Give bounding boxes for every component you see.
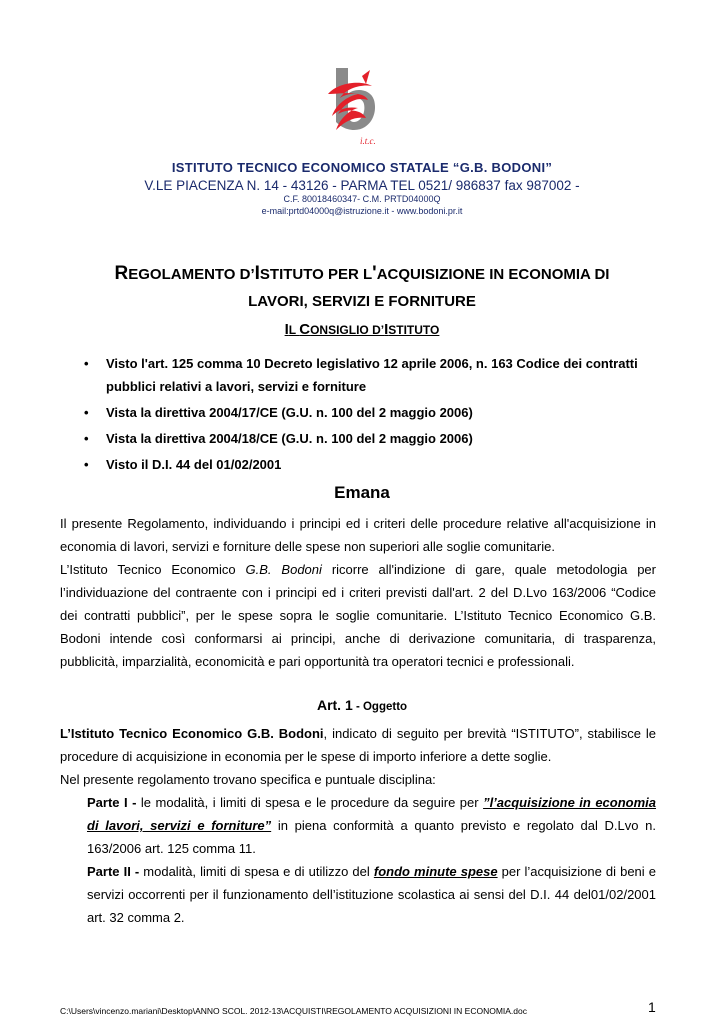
- article-label: - Oggetto: [352, 701, 408, 713]
- bodoni-logo-icon: [318, 64, 400, 146]
- paragraph-intro: Il presente Regolamento, individuando i principi ed i criteri delle procedure relative all'acquisizione in economia di lavori, servizi e forniture delle spese non superiori alle soglie comunitarie.: [60, 516, 656, 554]
- part-1: Parte I - le modalità, i limiti di spesa e le procedure da seguire per ”l’acquisizione in economia di lavori, servizi e forniture” in piena conformità a quanto previsto e regolato dal D.Lvo n. 163/2006 art. 125 comma 11.: [87, 795, 657, 856]
- school-logo: [318, 64, 400, 146]
- italic-school-name: G.B. Bodoni: [245, 562, 322, 577]
- discipline-line: Nel presente regolamento trovano specifica e puntuale disciplina:: [60, 772, 436, 787]
- article-1-title: [0, 697, 724, 715]
- school-header: [0, 160, 724, 217]
- list-item-text: Visto l'art. 125 comma 10 Decreto legislativo 12 aprile 2006, n. 163 Codice dei contratti pubblici relativi a lavori, servizi e forniture: [106, 356, 638, 394]
- school-address: V.LE PIACENZA N. 14 - 43126 - PARMA TEL 0521/ 986837 fax 987002 -: [144, 178, 580, 193]
- list-item-text: Visto il D.I. 44 del 01/02/2001: [106, 457, 282, 472]
- bullet-icon: •: [84, 431, 89, 446]
- subtitle-text: IL CONSIGLIO D’ISTITUTO: [284, 321, 440, 338]
- school-name: ISTITUTO TECNICO ECONOMICO STATALE “G.B. BODONI”: [171, 160, 553, 175]
- legal-references-list: [82, 352, 662, 479]
- bullet-icon: •: [84, 356, 89, 371]
- title-text: ACQUISIZIONE IN ECONOMIA DI: [376, 266, 610, 283]
- list-item-text: Vista la direttiva 2004/17/CE (G.U. n. 100 del 2 maggio 2006): [106, 405, 473, 420]
- title-text: STITUTO PER L: [259, 266, 373, 283]
- list-item: [82, 453, 662, 476]
- title-cap: I: [254, 263, 260, 284]
- school-contacts: e-mail:prtd04000q@istruzione.it - www.bodoni.pr.it: [261, 206, 463, 216]
- title-line-2: LAVORI, SERVIZI E FORNITURE: [248, 293, 476, 310]
- paragraph-gare: L’Istituto Tecnico Economico G.B. Bodoni ricorre all'indizione di gare, quale metodologia per l’individuazione del contraente con i principi ed i criteri previsti dall'art. 2 del D.Lvo 163/2006 “Codice dei contratti pubblici”, per le spese sopra le soglie comunitarie. L’Istituto Tecnico Economico G.B. Bodoni intende così conformarsi ai principi, anche di derivazione comunitaria, di trasparenza, pubblicità, imparzialità, economicità e pari opportunità tra operatori tecnici e professionali.: [60, 562, 656, 669]
- school-codes: C.F. 80018460347- C.M. PRTD04000Q: [283, 194, 441, 204]
- title-line-1: [0, 260, 724, 288]
- bullet-icon: •: [84, 457, 89, 472]
- bullet-icon: •: [84, 405, 89, 420]
- footer-file-path: C:\Users\vincenzo.mariani\Desktop\ANNO SCOL. 2012-13\ACQUISTI\REGOLAMENTO ACQUISIZIONI IN ECONOMIA.doc: [60, 1006, 527, 1016]
- list-item: [82, 427, 662, 450]
- logo-text: i.t.c.: [360, 136, 376, 146]
- list-item: [82, 352, 662, 398]
- page-number: 1: [648, 999, 656, 1015]
- part-1-emphasis: ”l’acquisizione in economia di lavori, servizi e forniture”: [87, 795, 657, 833]
- emana-heading: Emana: [334, 483, 390, 502]
- list-item-text: Vista la direttiva 2004/18/CE (G.U. n. 100 del 2 maggio 2006): [106, 431, 473, 446]
- part-1-label: Parte I -: [87, 795, 137, 810]
- institute-name-bold: L’Istituto Tecnico Economico G.B. Bodoni: [60, 726, 324, 741]
- part-2-label: Parte II -: [87, 864, 140, 879]
- document-title: [0, 260, 724, 315]
- part-2: Parte II - modalità, limiti di spesa e di utilizzo del fondo minute spese per l’acquisizione di beni e servizi occorrenti per il funzionamento dell’istituzione scolastica ai sensi del D.I. 44 del01/02/2001 art. 32 comma 2.: [87, 864, 656, 925]
- document-subtitle: [0, 321, 724, 338]
- article-intro: L’Istituto Tecnico Economico G.B. Bodoni, indicato di seguito per brevità “ISTITUTO”, stabilisce le procedure di acquisizione in economia per le spese di importo inferiore a dette soglie. Nel presente regolamento trovano specifica e puntuale disciplina:: [60, 726, 656, 787]
- title-cap: R: [114, 263, 129, 284]
- article-number: Art. 1: [316, 697, 353, 713]
- part-2-emphasis: fondo minute spese: [373, 864, 498, 879]
- list-item: [82, 401, 662, 424]
- title-text: EGOLAMENTO D’: [128, 266, 255, 283]
- title-apostrophe: ': [372, 263, 377, 284]
